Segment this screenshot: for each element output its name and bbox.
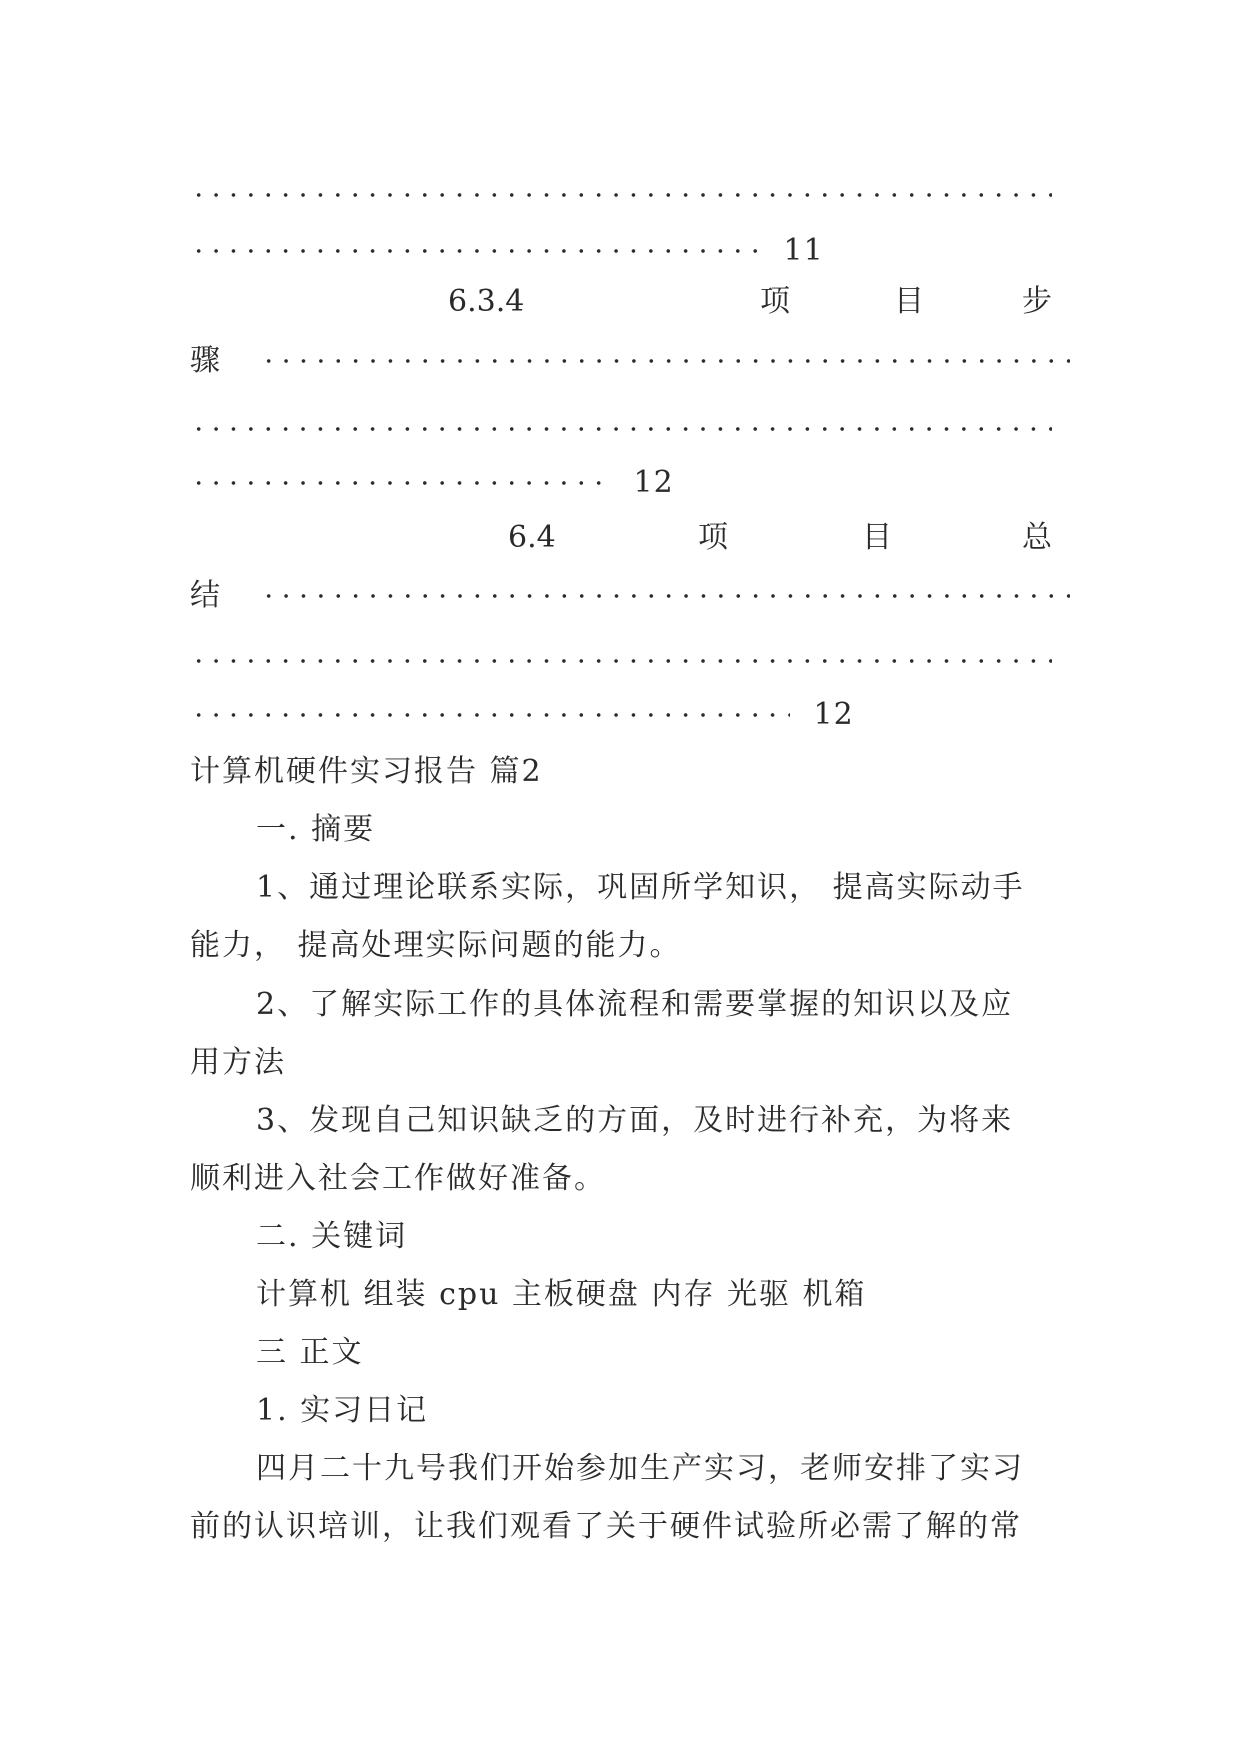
dot-leader [190,713,790,717]
toc-leader-line [190,230,824,270]
paragraph-line: 用方法 [190,1045,286,1080]
toc-entry-char: 项 [760,284,790,319]
toc-leader-line [190,340,1070,380]
toc-entry-char: 总 [1022,520,1052,555]
abstract-title: 一. 摘要 [256,812,376,847]
body-title: 三 正文 [256,1335,364,1370]
report-heading: 计算机硬件实习报告 篇2 [190,754,543,789]
dot-leader [260,594,1070,598]
toc-leader-line [190,694,854,734]
toc-entry-number: 6.3.4 [448,284,525,319]
dot-leader [260,359,1070,363]
paragraph-line: 1、通过理论联系实际，巩固所学知识， 提高实际动手 [256,870,1025,905]
keywords-title: 二. 关键词 [256,1219,408,1254]
toc-entry-char: 目 [862,520,892,555]
paragraph-line: 前的认识培训，让我们观看了关于硬件试验所必需了解的常 [190,1509,1022,1544]
paragraph-line: 能力， 提高处理实际问题的能力。 [190,928,682,963]
paragraph-line: 2、了解实际工作的具体流程和需要掌握的知识以及应 [256,987,1014,1022]
toc-entry-number: 6.4 [508,520,556,555]
toc-entry-char: 项 [698,520,728,555]
dot-leader [190,659,1052,663]
toc-leader-line [190,462,674,502]
toc-entry-634 [190,282,1052,322]
toc-entry-char: 目 [894,284,924,319]
toc-page-number: 12 [813,697,854,732]
toc-entry-64 [190,518,1052,558]
toc-leader-line [190,174,1052,214]
toc-page-number: 12 [633,465,674,500]
paragraph-line: 3、发现自己知识缺乏的方面，及时进行补充，为将来 [256,1103,1014,1138]
paragraph-line: 顺利进入社会工作做好准备。 [190,1161,606,1196]
toc-page-number: 11 [783,233,824,268]
dot-leader [190,249,760,253]
diary-title: 1. 实习日记 [256,1393,429,1428]
dot-leader [190,481,610,485]
keywords-list: 计算机 组装 cpu 主板硬盘 内存 光驱 机箱 [256,1277,867,1312]
toc-leader-line [190,575,1070,615]
dot-leader [190,193,1052,197]
paragraph-line: 四月二十九号我们开始参加生产实习，老师安排了实习 [256,1451,1024,1486]
toc-leader-line [190,640,1052,680]
toc-entry-char: 结 [190,578,220,613]
toc-leader-line [190,408,1052,448]
toc-entry-char: 骤 [190,343,220,378]
dot-leader [190,427,1052,431]
toc-entry-char: 步 [1022,284,1052,319]
